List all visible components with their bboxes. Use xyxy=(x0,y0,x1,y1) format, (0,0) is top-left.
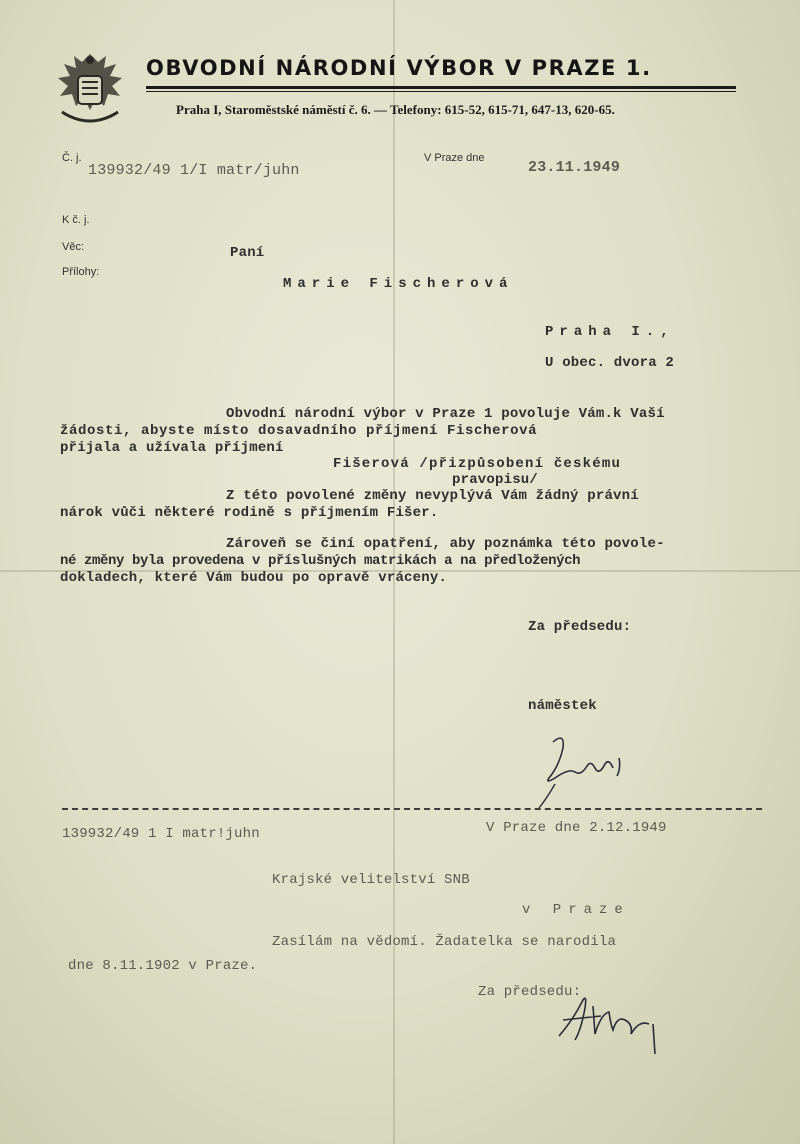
reference-number: 139932/49 1/I matr/juhn xyxy=(88,162,300,179)
section-divider xyxy=(62,808,762,810)
label-k-cj: K č. j. xyxy=(62,214,90,226)
note-recipient: Krajské velitelství SNB xyxy=(272,872,470,888)
recipient-name: Marie Fischerová xyxy=(283,276,514,292)
body-line: přijala a užívala příjmení xyxy=(60,440,284,456)
letterhead-rule-thin xyxy=(146,91,736,92)
signature-icon xyxy=(535,728,635,810)
note-reference-number: 139932/49 1 I matr!juhn xyxy=(62,826,260,842)
label-vec: Věc: xyxy=(62,241,85,253)
letterhead-rule-thick xyxy=(146,86,736,89)
body-line: Z této povolené změny nevyplývá Vám žádný právní xyxy=(226,488,639,504)
body-line: Obvodní národní výbor v Praze 1 povoluje Vám.k Vaší xyxy=(226,406,665,422)
note-line: dne 8.11.1902 v Praze. xyxy=(68,958,258,974)
note-date: V Praze dne 2.12.1949 xyxy=(486,820,667,836)
deputy-title: náměstek xyxy=(528,698,597,714)
letterhead-address: Praha I, Staroměstské náměstí č. 6. — Telefony: 615-52, 615-71, 647-13, 620-65. xyxy=(176,102,615,117)
note-line: Zasílám na vědomí. Žadatelka se narodila xyxy=(272,934,617,950)
letterhead-title: OBVODNÍ NÁRODNÍ VÝBOR V PRAZE 1. xyxy=(146,56,652,80)
body-line: žádosti, abyste místo dosavadního příjmení Fischerová xyxy=(60,423,538,439)
salutation: Paní xyxy=(230,245,265,261)
body-line: Fišerová /přizpůsobení českému xyxy=(333,456,622,472)
body-line: Zároveň se činí opatření, aby poznámka této povole- xyxy=(226,536,665,552)
note-city: v Praze xyxy=(522,902,630,918)
signature-icon xyxy=(553,990,663,1060)
label-prilohy: Přílohy: xyxy=(62,266,100,278)
body-line: né změny byla provedena v příslušných matrikách a na předložených xyxy=(60,553,581,569)
note-for-chairman: Za předsedu: xyxy=(478,984,582,1000)
body-line: nárok vůči některé rodině s příjmením Fišer. xyxy=(60,505,439,521)
label-cj: Č. j. xyxy=(62,152,82,164)
recipient-street: U obec. dvora 2 xyxy=(545,355,675,371)
label-v-praze-dne: V Praze dne xyxy=(424,152,485,164)
for-chairman: Za předsedu: xyxy=(528,619,632,635)
letter-date: 23.11.1949 xyxy=(528,159,621,176)
body-line: pravopisu/ xyxy=(452,472,539,488)
body-line: dokladech, které Vám budou po opravě vráceny. xyxy=(60,570,448,586)
recipient-city: Praha I., xyxy=(545,324,675,340)
coat-of-arms-icon xyxy=(52,50,128,128)
